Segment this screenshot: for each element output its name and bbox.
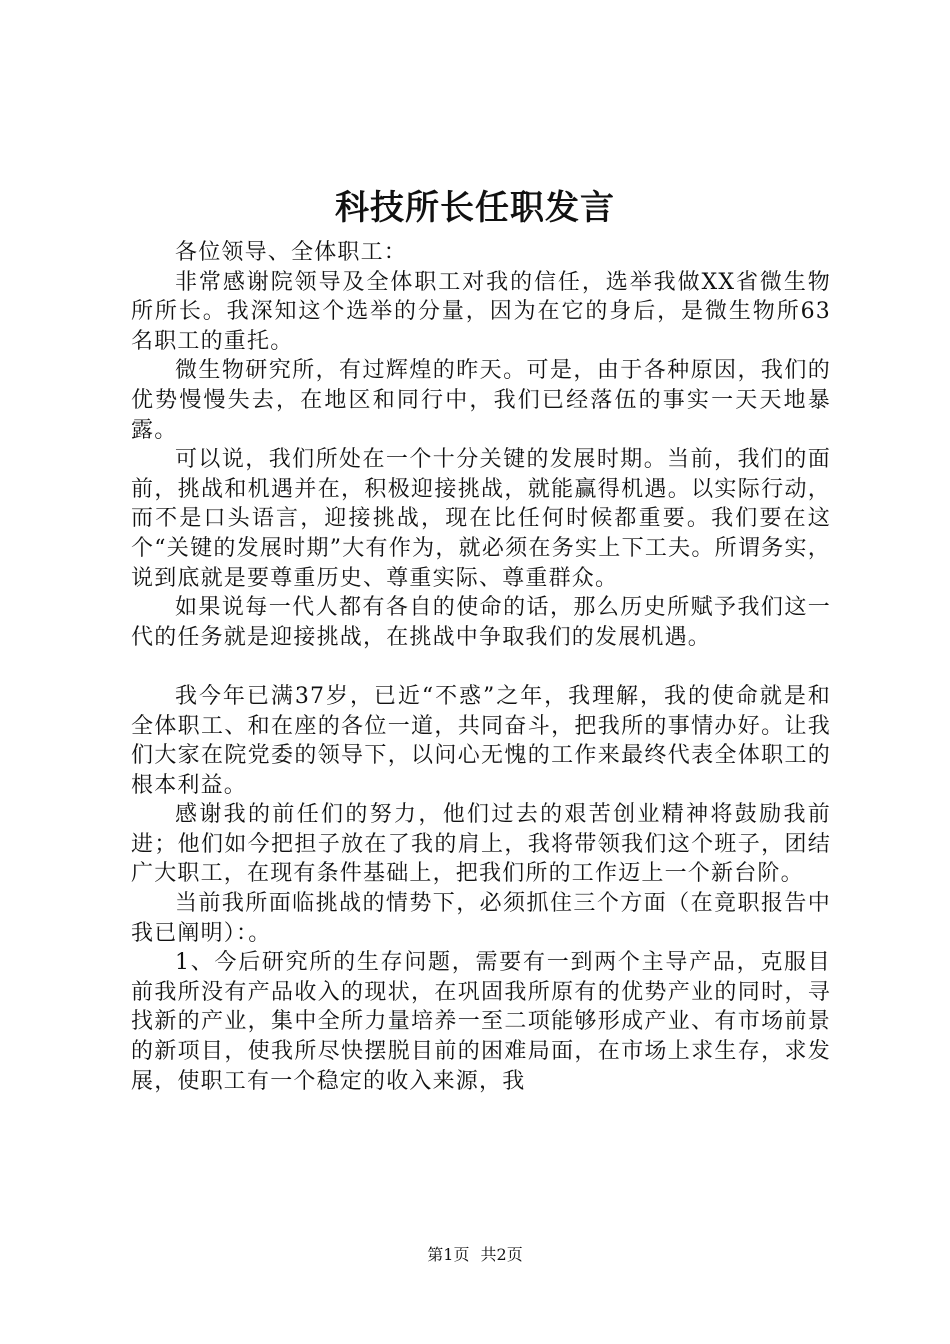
paragraph: 我今年已满37岁，已近“不惑”之年，我理解，我的使命就是和全体职工、和在座的各位一道，共同奋斗，把我所的事情办好。让我们大家在院党委的领导下，以问心无愧的工作来最终代表全体职工的根本利益。 bbox=[131, 683, 831, 798]
page-number: 第1页 bbox=[427, 1245, 470, 1264]
document-title: 科技所长任职发言 bbox=[335, 188, 615, 228]
paragraph: 1、今后研究所的生存问题，需要有一到两个主导产品，克服目前我所没有产品收入的现状，在巩固我所原有的优势产业的同时，寻找新的产业，集中全所力量培养一至二项能够形成产业、有市场前景的新项目，使我所尽快摆脱目前的困难局面，在市场上求生存，求发展，使职工有一个稳定的收入来源，我 bbox=[131, 950, 831, 1094]
paragraph: 微生物研究所，有过辉煌的昨天。可是，由于各种原因，我们的优势慢慢失去，在地区和同行中，我们已经落伍的事实一天天地暴露。 bbox=[131, 358, 831, 443]
paragraph: 非常感谢院领导及全体职工对我的信任，选举我做XX省微生物所所长。我深知这个选举的分量，因为在它的身后，是微生物所63名职工的重托。 bbox=[131, 269, 831, 354]
paragraph: 可以说，我们所处在一个十分关键的发展时期。当前，我们的面前，挑战和机遇并在，积极迎接挑战，就能赢得机遇。以实际行动，而不是口头语言，迎接挑战，现在比任何时候都重要。我们要在这个“关键的发展时期”大有作为，就必须在务实上下工夫。所谓务实，说到底就是要尊重历史、尊重实际、尊重群众。 bbox=[131, 447, 831, 591]
paragraph: 感谢我的前任们的努力，他们过去的艰苦创业精神将鼓励我前进；他们如今把担子放在了我的肩上，我将带领我们这个班子，团结广大职工，在现有条件基础上，把我们所的工作迈上一个新台阶。 bbox=[131, 802, 831, 887]
page-total: 共2页 bbox=[480, 1245, 523, 1264]
document-body bbox=[131, 238, 831, 1096]
paragraph: 如果说每一代人都有各自的使命的话，那么历史所赋予我们这一代的任务就是迎接挑战，在挑战中争取我们的发展机遇。 bbox=[131, 595, 831, 650]
page-footer bbox=[0, 1244, 950, 1266]
paragraph: 当前我所面临挑战的情势下，必须抓住三个方面（在竟职报告中我已阐明）：。 bbox=[131, 891, 831, 946]
paragraph-salutation: 各位领导、全体职工： bbox=[175, 240, 408, 265]
